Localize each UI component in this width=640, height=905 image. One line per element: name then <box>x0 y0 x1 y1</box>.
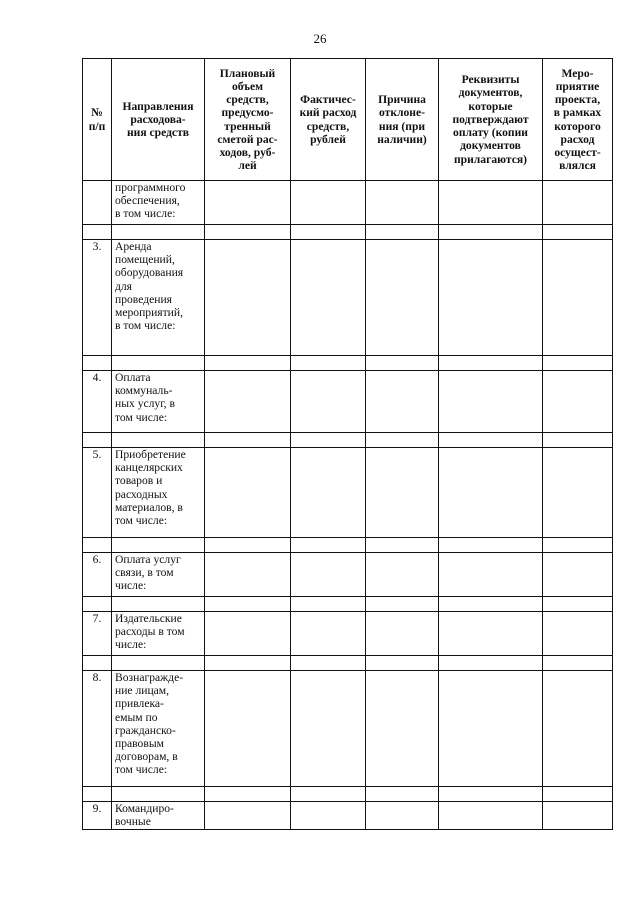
spacer-row <box>83 225 613 240</box>
empty-value-cell <box>205 802 291 830</box>
expense-direction-cell <box>112 371 205 433</box>
empty-cell <box>112 433 205 448</box>
empty-cell <box>543 787 613 802</box>
empty-value-cell <box>291 671 366 787</box>
expense-direction-line: помещений, <box>115 253 175 267</box>
empty-cell <box>205 356 291 371</box>
header-line: Фактичес- <box>300 93 356 107</box>
empty-value-cell <box>439 240 543 356</box>
empty-value-cell <box>439 448 543 538</box>
spacer-row <box>83 597 613 612</box>
empty-cell <box>83 787 112 802</box>
header-line: Плановый <box>219 66 276 80</box>
expense-direction-line: Командиро- <box>115 802 174 815</box>
empty-cell <box>366 538 439 553</box>
header-line: влялся <box>559 159 596 173</box>
empty-cell <box>291 656 366 671</box>
table-row <box>83 671 613 787</box>
empty-cell <box>543 538 613 553</box>
expense-direction-line: в том числе: <box>115 207 176 221</box>
empty-cell <box>291 597 366 612</box>
header-line: Причина <box>378 93 426 107</box>
empty-cell <box>291 225 366 240</box>
row-number: 8. <box>83 671 112 787</box>
empty-cell <box>205 433 291 448</box>
header-line: Меро- <box>561 66 594 80</box>
empty-value-cell <box>439 802 543 830</box>
expense-report-table <box>82 58 613 830</box>
header-line: сметой рас- <box>217 132 278 146</box>
header-line: которого <box>554 119 601 133</box>
expense-direction-cell <box>112 671 205 787</box>
empty-cell <box>366 656 439 671</box>
expense-direction-line: Оплата услуг <box>115 553 181 566</box>
empty-value-cell <box>291 802 366 830</box>
row-number: 4. <box>83 371 112 433</box>
expense-direction-line: числе: <box>115 638 147 652</box>
empty-value-cell <box>543 181 613 225</box>
table-row <box>83 371 613 433</box>
empty-value-cell <box>366 181 439 225</box>
empty-cell <box>83 597 112 612</box>
header-line: осущест- <box>554 145 601 159</box>
spacer-row <box>83 433 613 448</box>
header-line: ния средств <box>126 126 190 140</box>
empty-cell <box>112 656 205 671</box>
header-requisites <box>439 59 543 181</box>
header-line: предусмо- <box>221 106 274 120</box>
row-number: 3. <box>83 240 112 356</box>
header-line: средств, <box>306 119 350 133</box>
expense-direction-line: гражданско- <box>115 723 176 737</box>
empty-cell <box>439 538 543 553</box>
expense-direction-line: том числе: <box>115 763 168 777</box>
header-line: расход <box>560 132 595 146</box>
empty-value-cell <box>205 240 291 356</box>
empty-cell <box>112 787 205 802</box>
expense-direction-cell <box>112 612 205 656</box>
row-number: 9. <box>83 802 112 830</box>
expense-direction-line: емым по <box>115 710 158 724</box>
empty-value-cell <box>291 448 366 538</box>
header-line: расходова- <box>130 112 186 126</box>
empty-value-cell <box>366 802 439 830</box>
empty-cell <box>83 356 112 371</box>
empty-value-cell <box>205 553 291 597</box>
expense-direction-line: коммуналь- <box>115 384 173 398</box>
header-line: в рамках <box>553 106 602 120</box>
empty-cell <box>366 225 439 240</box>
expense-direction-cell <box>112 553 205 597</box>
empty-value-cell <box>439 181 543 225</box>
table-row <box>83 802 613 830</box>
header-line: рублей <box>310 132 346 146</box>
header-line: ния (при <box>378 119 426 133</box>
header-reason <box>366 59 439 181</box>
empty-cell <box>439 356 543 371</box>
table-row <box>83 612 613 656</box>
header-actual <box>291 59 366 181</box>
empty-cell <box>205 656 291 671</box>
empty-cell <box>439 656 543 671</box>
empty-value-cell <box>439 612 543 656</box>
expense-direction-line: вочные <box>115 815 151 829</box>
header-line: документов, <box>458 86 523 100</box>
header-line: проекта, <box>554 93 601 107</box>
expense-direction-line: канцелярских <box>115 461 183 475</box>
empty-value-cell <box>291 181 366 225</box>
empty-cell <box>439 597 543 612</box>
empty-cell <box>366 356 439 371</box>
expense-direction-line: материалов, в <box>115 500 183 514</box>
empty-value-cell <box>205 448 291 538</box>
empty-value-cell <box>439 671 543 787</box>
header-line: тренный <box>224 119 271 133</box>
expense-direction-line: обеспечения, <box>115 194 180 208</box>
empty-cell <box>205 787 291 802</box>
header-line: приятие <box>555 79 600 93</box>
expense-direction-line: том числе: <box>115 514 168 528</box>
empty-value-cell <box>205 371 291 433</box>
empty-value-cell <box>543 371 613 433</box>
empty-cell <box>366 597 439 612</box>
empty-cell <box>543 225 613 240</box>
header-line: Реквизиты <box>461 73 520 87</box>
header-line: средств, <box>226 93 269 107</box>
expense-direction-line: оборудования <box>115 266 184 280</box>
empty-cell <box>291 538 366 553</box>
empty-value-cell <box>366 240 439 356</box>
expense-direction-line: товаров и <box>115 474 163 488</box>
spacer-row <box>83 787 613 802</box>
expense-direction-line: Приобретение <box>115 448 186 461</box>
header-line: ходов, руб- <box>219 145 276 159</box>
header-line: п/п <box>88 119 106 133</box>
header-line: № <box>91 106 103 120</box>
expense-direction-line: договорам, в <box>115 750 178 764</box>
empty-value-cell <box>291 612 366 656</box>
expense-direction-line: Аренда <box>115 240 152 253</box>
expense-direction-line: расходных <box>115 487 168 501</box>
header-line: кий расход <box>299 106 357 120</box>
empty-value-cell <box>291 240 366 356</box>
spacer-row <box>83 538 613 553</box>
empty-value-cell <box>366 371 439 433</box>
spacer-row <box>83 356 613 371</box>
empty-value-cell <box>366 671 439 787</box>
expense-direction-cell <box>112 448 205 538</box>
empty-value-cell <box>205 671 291 787</box>
expense-direction-line: правовым <box>115 737 164 751</box>
expense-direction-line: проведения <box>115 292 172 306</box>
header-line: объем <box>231 79 264 93</box>
header-line: наличии) <box>377 132 427 146</box>
empty-value-cell <box>366 448 439 538</box>
header-event <box>543 59 613 181</box>
header-num <box>83 59 112 181</box>
empty-cell <box>366 787 439 802</box>
empty-cell <box>83 538 112 553</box>
empty-cell <box>291 787 366 802</box>
expense-direction-line: Оплата <box>115 371 151 384</box>
expense-direction-cell <box>112 802 205 830</box>
empty-value-cell <box>543 240 613 356</box>
empty-value-cell <box>543 448 613 538</box>
empty-cell <box>543 597 613 612</box>
expense-direction-line: ных услуг, в <box>115 397 175 411</box>
empty-value-cell <box>366 612 439 656</box>
expense-direction-line: Вознагражде- <box>115 671 184 684</box>
header-line: оплату (копии <box>453 126 528 140</box>
expense-direction-line: программного <box>115 181 186 194</box>
table-body <box>83 181 613 830</box>
empty-cell <box>543 356 613 371</box>
table-row <box>83 181 613 225</box>
expense-direction-line: привлека- <box>115 697 164 711</box>
expense-direction-line: числе: <box>115 579 147 593</box>
empty-value-cell <box>439 553 543 597</box>
empty-value-cell <box>205 181 291 225</box>
expense-direction-cell <box>112 240 205 356</box>
empty-cell <box>439 225 543 240</box>
empty-cell <box>291 433 366 448</box>
table-row <box>83 240 613 356</box>
empty-value-cell <box>543 612 613 656</box>
expense-direction-line: мероприятий, <box>115 306 183 320</box>
empty-value-cell <box>366 553 439 597</box>
empty-cell <box>366 433 439 448</box>
empty-cell <box>439 433 543 448</box>
expense-direction-cell <box>112 181 205 225</box>
page-number: 26 <box>313 31 327 46</box>
empty-value-cell <box>543 802 613 830</box>
expense-direction-line: Издательские <box>115 612 182 625</box>
header-direction <box>112 59 205 181</box>
empty-cell <box>543 656 613 671</box>
empty-cell <box>543 433 613 448</box>
empty-value-cell <box>291 553 366 597</box>
header-line: документов <box>460 139 521 153</box>
header-row <box>83 59 613 181</box>
row-number <box>83 181 112 225</box>
expense-direction-line: расходы в том <box>115 625 185 639</box>
empty-value-cell <box>439 371 543 433</box>
empty-value-cell <box>205 612 291 656</box>
row-number: 7. <box>83 612 112 656</box>
empty-cell <box>291 356 366 371</box>
expense-direction-line: связи, в том <box>115 566 174 580</box>
empty-cell <box>112 538 205 553</box>
header-line: которые <box>468 99 513 113</box>
expense-direction-line: для <box>115 279 133 293</box>
header-line: отклоне- <box>378 106 425 120</box>
empty-value-cell <box>291 371 366 433</box>
header-line: прилагаются) <box>454 152 527 166</box>
empty-value-cell <box>543 553 613 597</box>
row-number: 6. <box>83 553 112 597</box>
empty-value-cell <box>543 671 613 787</box>
empty-cell <box>112 356 205 371</box>
empty-cell <box>205 225 291 240</box>
row-number: 5. <box>83 448 112 538</box>
spacer-row <box>83 656 613 671</box>
empty-cell <box>83 433 112 448</box>
empty-cell <box>205 597 291 612</box>
empty-cell <box>112 597 205 612</box>
empty-cell <box>439 787 543 802</box>
header-line: подтверждают <box>452 112 529 126</box>
table-row <box>83 448 613 538</box>
empty-cell <box>83 656 112 671</box>
empty-cell <box>83 225 112 240</box>
empty-cell <box>112 225 205 240</box>
header-line: лей <box>238 159 257 173</box>
expense-direction-line: том числе: <box>115 410 168 424</box>
header-line: Направления <box>122 99 194 113</box>
table-row <box>83 553 613 597</box>
empty-cell <box>205 538 291 553</box>
header-planned <box>205 59 291 181</box>
expense-direction-line: ние лицам, <box>115 684 170 698</box>
expense-direction-line: в том числе: <box>115 319 176 333</box>
